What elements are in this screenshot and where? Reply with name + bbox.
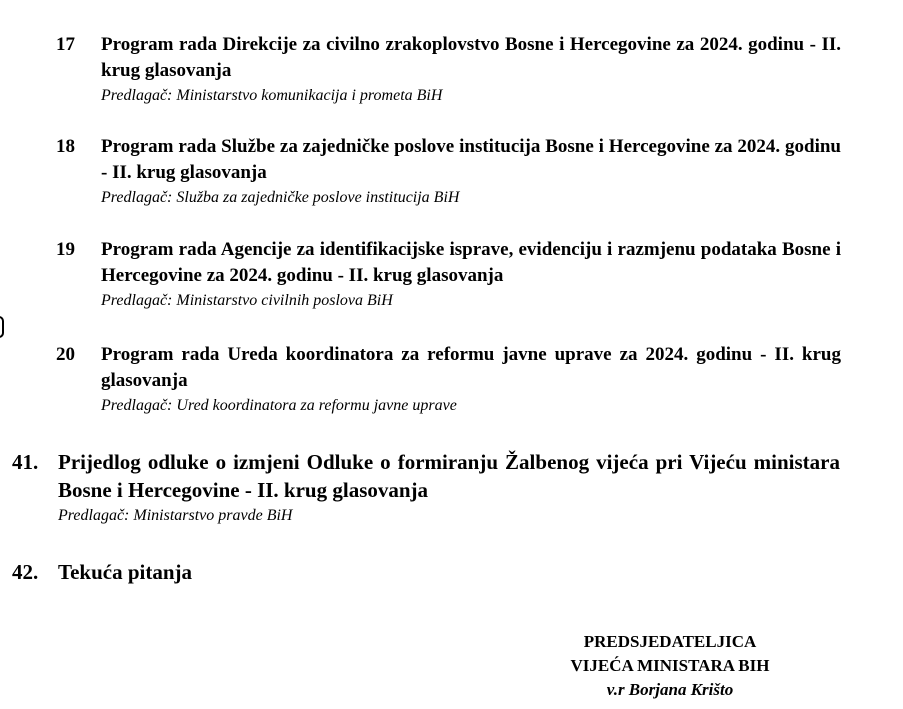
subitem-body xyxy=(101,32,841,107)
item-title: Prijedlog odluke o izmjeni Odluke o formiranju Žalbenog vijeća pri Vijeću ministara Bosne i Hercegovine - II. krug glasovanja xyxy=(58,450,840,502)
subitem-body xyxy=(101,237,841,312)
subitem-number: 17 xyxy=(56,34,75,55)
agenda-item-41 xyxy=(12,448,842,530)
signature-title: PREDSJEDATELJICA xyxy=(583,632,757,651)
agenda-subitem-19 xyxy=(56,237,846,317)
agenda-item-42 xyxy=(12,558,842,588)
item-body xyxy=(58,448,840,527)
subitem-number: 19 xyxy=(56,239,75,260)
item-proposer: Predlagač: Ministarstvo pravde BiH xyxy=(58,507,293,524)
item-title: Tekuća pitanja xyxy=(58,560,193,584)
subitem-proposer: Predlagač: Ministarstvo komunikacija i prometa BiH xyxy=(101,87,443,104)
subitem-body xyxy=(101,134,841,209)
signature-block xyxy=(520,630,820,702)
item-number: 41. xyxy=(12,450,39,474)
item-number: 42. xyxy=(12,560,39,584)
subitem-title: Program rada Direkcije za civilno zrakoplovstvo Bosne i Hercegovine za 2024. godinu - II. krug glasovanja xyxy=(101,34,841,81)
signature-name: v.r Borjana Krišto xyxy=(606,680,734,699)
margin-bracket-mark xyxy=(0,316,4,338)
item-body xyxy=(58,558,840,586)
subitem-title: Program rada Ureda koordinatora za reformu javne uprave za 2024. godinu - II. krug glasovanja xyxy=(101,344,841,391)
subitem-proposer: Predlagač: Služba za zajedničke poslove institucija BiH xyxy=(101,189,460,206)
subitem-body xyxy=(101,342,841,417)
agenda-subitem-17 xyxy=(56,32,846,112)
agenda-subitem-18 xyxy=(56,134,846,214)
subitem-number: 18 xyxy=(56,136,75,157)
subitem-number: 20 xyxy=(56,344,75,365)
subitem-proposer: Predlagač: Ministarstvo civilnih poslova BiH xyxy=(101,292,393,309)
subitem-proposer: Predlagač: Ured koordinatora za reformu javne uprave xyxy=(101,397,457,414)
signature-institution: VIJEĆA MINISTARA BIH xyxy=(570,656,770,675)
subitem-title: Program rada Agencije za identifikacijske isprave, evidenciju i razmjenu podataka Bosne i Hercegovine za 2024. godinu - II. krug glasovanja xyxy=(101,239,841,286)
agenda-subitem-20 xyxy=(56,342,846,422)
subitem-title: Program rada Službe za zajedničke poslove institucija Bosne i Hercegovine za 2024. godinu - II. krug glasovanja xyxy=(101,136,841,183)
